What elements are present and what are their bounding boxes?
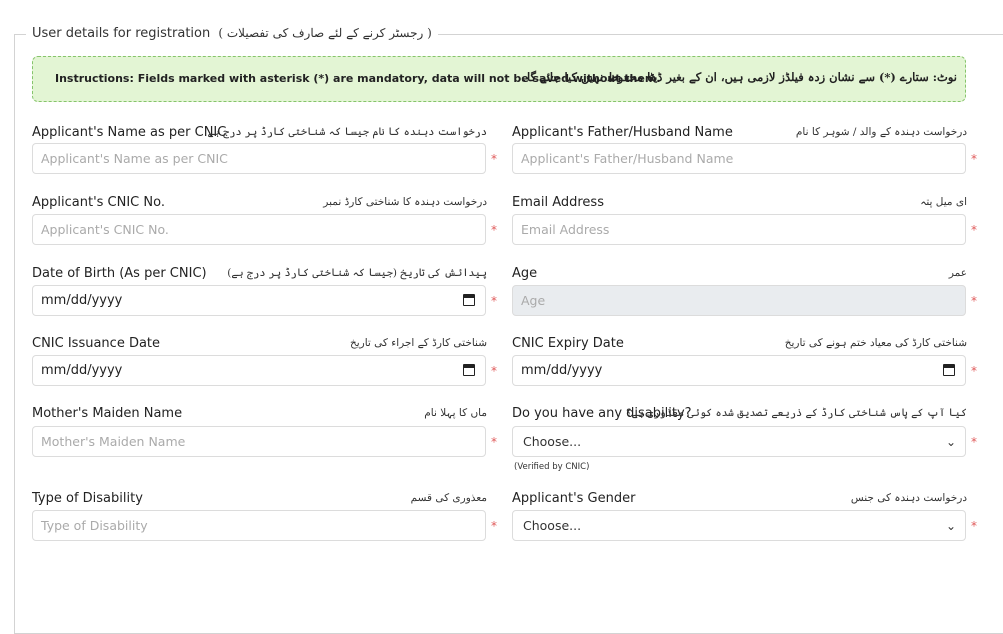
- email-label-ur: ای میل پتہ: [920, 196, 967, 208]
- calendar-icon[interactable]: [943, 364, 955, 376]
- section-legend: [26, 26, 438, 41]
- cnic-expiry-label-ur: شناختی کارڈ کی معیاد ختم ہونے کی تاریخ: [784, 337, 967, 349]
- cnic-expiry-value: mm/dd/yyyy: [521, 363, 603, 378]
- disability-note: (Verified by CNIC): [514, 462, 590, 472]
- calendar-icon[interactable]: [463, 294, 475, 306]
- required-asterisk: *: [491, 519, 497, 533]
- disability-select[interactable]: [512, 426, 966, 457]
- required-asterisk: *: [971, 152, 977, 166]
- gender-select[interactable]: [512, 510, 966, 541]
- gender-selected: Choose...: [523, 518, 582, 533]
- required-asterisk: *: [491, 435, 497, 449]
- legend-ur: ( رجسٹر کرنے کے لئے صارف کی تفصیلات ): [218, 26, 432, 40]
- cnic-no-label: Applicant's CNIC No.: [32, 195, 165, 210]
- father-name-input[interactable]: Applicant's Father/Husband Name: [512, 143, 966, 174]
- disability-selected: Choose...: [523, 434, 582, 449]
- cnic-expiry-label: CNIC Expiry Date: [512, 336, 624, 351]
- cnic-issue-label-ur: شناختی کارڈ کے اجراء کی تاریخ: [349, 337, 487, 349]
- required-asterisk: *: [971, 223, 977, 237]
- cnic-issue-label: CNIC Issuance Date: [32, 336, 161, 351]
- legend-en: User details for registration: [32, 26, 211, 41]
- applicant-name-input[interactable]: Applicant's Name as per CNIC: [32, 143, 486, 174]
- age-label-ur: عمر: [948, 267, 967, 279]
- chevron-down-icon: ⌄: [945, 519, 956, 533]
- required-asterisk: *: [491, 294, 497, 308]
- father-name-label: Applicant's Father/Husband Name: [512, 125, 733, 140]
- email-label: Email Address: [512, 195, 604, 210]
- email-input[interactable]: Email Address: [512, 214, 966, 245]
- chevron-down-icon: ⌄: [945, 435, 956, 449]
- age-label: Age: [512, 266, 538, 281]
- disability-label: Do you have any disability?: [512, 406, 692, 421]
- cnic-expiry-date-input[interactable]: [512, 355, 966, 386]
- instructions-box: [32, 56, 966, 102]
- cnic-no-input[interactable]: Applicant's CNIC No.: [32, 214, 486, 245]
- age-input: Age: [512, 285, 966, 316]
- disability-type-label: Type of Disability: [32, 491, 143, 506]
- dob-label-ur: پیدائش کی تاریخ (جیسا کہ شناختی کارڈ پر درج ہے): [227, 267, 487, 279]
- registration-fieldset: [14, 34, 1003, 634]
- instructions-en: Instructions: Fields marked with asterisk (*) are mandatory, data will not be saved without them.: [55, 72, 661, 85]
- cnic-no-label-ur: درخواست دہندہ کا شناختی کارڈ نمبر: [323, 196, 487, 208]
- required-asterisk: *: [971, 294, 977, 308]
- disability-type-label-ur: معذوری کی قسم: [410, 492, 487, 504]
- required-asterisk: *: [971, 435, 977, 449]
- calendar-icon[interactable]: [463, 364, 475, 376]
- required-asterisk: *: [491, 364, 497, 378]
- required-asterisk: *: [491, 223, 497, 237]
- required-asterisk: *: [491, 152, 497, 166]
- applicant-name-label-ur: درخواست دہندہ کا نام جیسا کہ شناختی کارڈ پر درج ہے: [207, 126, 487, 138]
- father-name-label-ur: درخواست دہندہ کے والد / شوہر کا نام: [795, 126, 967, 138]
- mother-name-input[interactable]: Mother's Maiden Name: [32, 426, 486, 457]
- gender-label: Applicant's Gender: [512, 491, 636, 506]
- disability-label-ur: کیا آپ کے پاس شناختی کارڈ کے ذریعے تصدیق شدہ کوئی معذوری ہے؟: [625, 407, 967, 419]
- dob-date-input[interactable]: [32, 285, 486, 316]
- instructions-ur: نوٹ: ستارے (*) سے نشان زدہ فیلڈز لازمی ہیں، ان کے بغیر ڈیٹا محفوظ نہیں کیا جائے گا۔: [520, 70, 957, 84]
- required-asterisk: *: [971, 364, 977, 378]
- cnic-issue-value: mm/dd/yyyy: [41, 363, 123, 378]
- dob-label: Date of Birth (As per CNIC): [32, 266, 207, 281]
- required-asterisk: *: [971, 519, 977, 533]
- dob-value: mm/dd/yyyy: [41, 293, 123, 308]
- cnic-issue-date-input[interactable]: [32, 355, 486, 386]
- disability-type-input[interactable]: Type of Disability: [32, 510, 486, 541]
- mother-name-label-ur: ماں کا پہلا نام: [424, 407, 487, 419]
- gender-label-ur: درخواست دہندہ کی جنس: [850, 492, 967, 504]
- mother-name-label: Mother's Maiden Name: [32, 406, 183, 421]
- applicant-name-label: Applicant's Name as per CNIC: [32, 125, 227, 140]
